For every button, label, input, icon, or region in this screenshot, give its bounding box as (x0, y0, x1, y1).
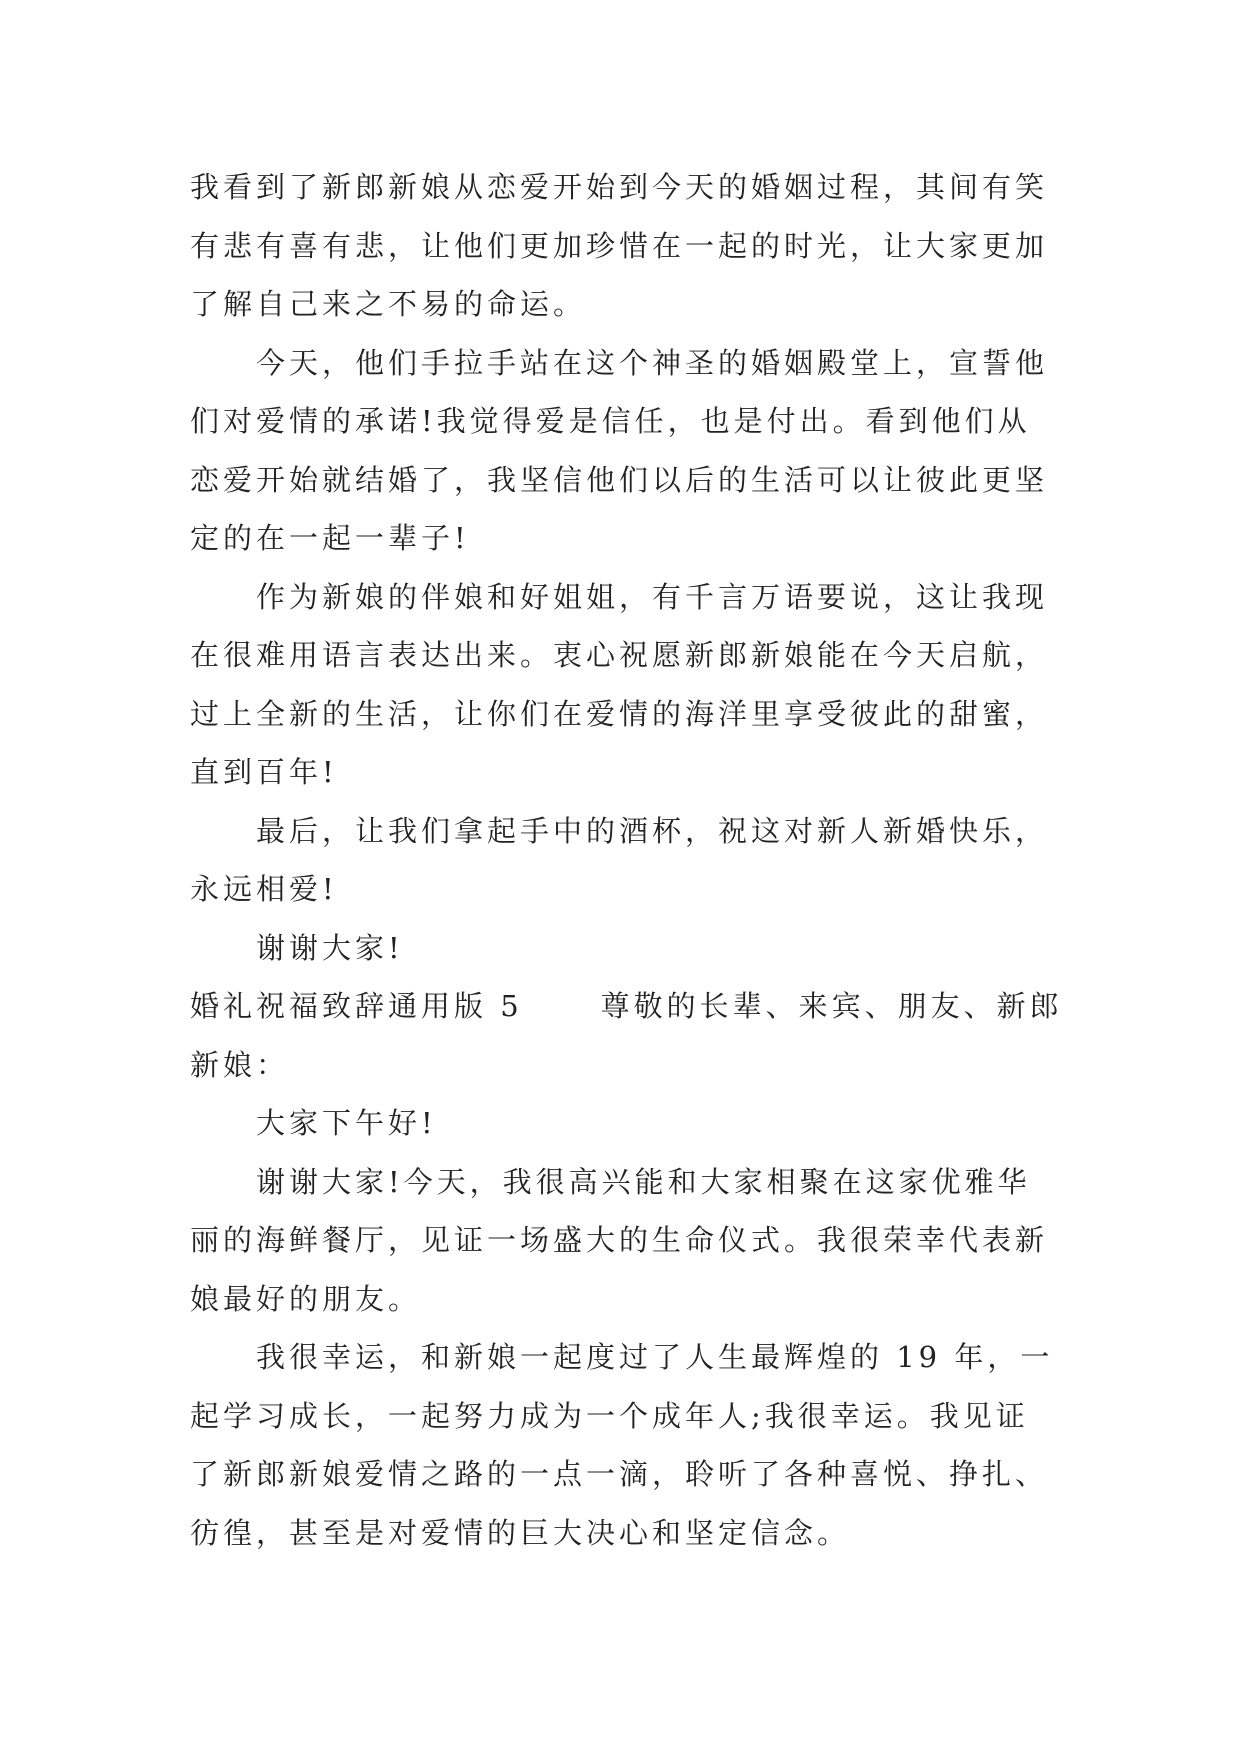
text-line: 今天，他们手拉手站在这个神圣的婚姻殿堂上，宣誓他 (256, 345, 1049, 380)
text-line: 最后，让我们拿起手中的酒杯，祝这对新人新婚快乐， (256, 813, 1049, 848)
text-line: 过上全新的生活，让你们在爱情的海洋里享受彼此的甜蜜， (190, 696, 1049, 731)
paragraph (190, 1094, 1070, 1153)
paragraph (190, 919, 1070, 978)
section-title: 婚礼祝福致辞通用版 5 (190, 989, 523, 1023)
paragraph (190, 158, 1070, 334)
section-heading (190, 977, 1070, 1094)
text-line: 有悲有喜有悲，让他们更加珍惜在一起的时光，让大家更加 (190, 228, 1049, 263)
paragraph (190, 1153, 1070, 1329)
heading-line (190, 977, 1070, 1036)
paragraph (190, 802, 1070, 919)
text-line: 新娘： (190, 1047, 290, 1082)
text-line: 谢谢大家! (256, 930, 404, 965)
text-line: 定的在一起一辈子! (190, 521, 470, 555)
paragraph (190, 1328, 1070, 1562)
text-line: 们对爱情的承诺!我觉得爱是信任，也是付出。看到他们从 (190, 404, 1031, 438)
paragraph (190, 334, 1070, 568)
text-line: 永远相爱! (190, 872, 338, 906)
text-line: 作为新娘的伴娘和好姐姐，有千言万语要说，这让我现 (256, 579, 1049, 614)
text-line: 娘最好的朋友。 (190, 1281, 422, 1316)
text-line: 在很难用语言表达出来。衷心祝愿新郎新娘能在今天启航， (190, 638, 1049, 672)
greeting-start: 尊敬的长辈、来宾、朋友、新郎 (600, 989, 1063, 1023)
text-line: 我很幸运，和新娘一起度过了人生最辉煌的 19 年，一 (256, 1340, 1054, 1374)
text-line: 了新郎新娘爱情之路的一点一滴，聆听了各种喜悦、挣扎、 (190, 1457, 1049, 1491)
document-page (190, 158, 1070, 1562)
text-line: 恋爱开始就结婚了，我坚信他们以后的生活可以让彼此更坚 (190, 462, 1049, 497)
text-line: 了解自己来之不易的命运。 (190, 287, 587, 321)
text-line: 彷徨，甚至是对爱情的巨大决心和坚定信念。 (190, 1515, 851, 1550)
text-line: 丽的海鲜餐厅，见证一场盛大的生命仪式。我很荣幸代表新 (190, 1223, 1049, 1257)
text-line: 起学习成长，一起努力成为一个成年人;我很幸运。我见证 (190, 1398, 1029, 1433)
text-line: 我看到了新郎新娘从恋爱开始到今天的婚姻过程，其间有笑 (190, 170, 1049, 204)
text-line: 谢谢大家!今天，我很高兴能和大家相聚在这家优雅华 (256, 1164, 1031, 1199)
text-line: 直到百年! (190, 755, 338, 789)
paragraph (190, 568, 1070, 802)
text-line: 大家下午好! (256, 1106, 437, 1140)
